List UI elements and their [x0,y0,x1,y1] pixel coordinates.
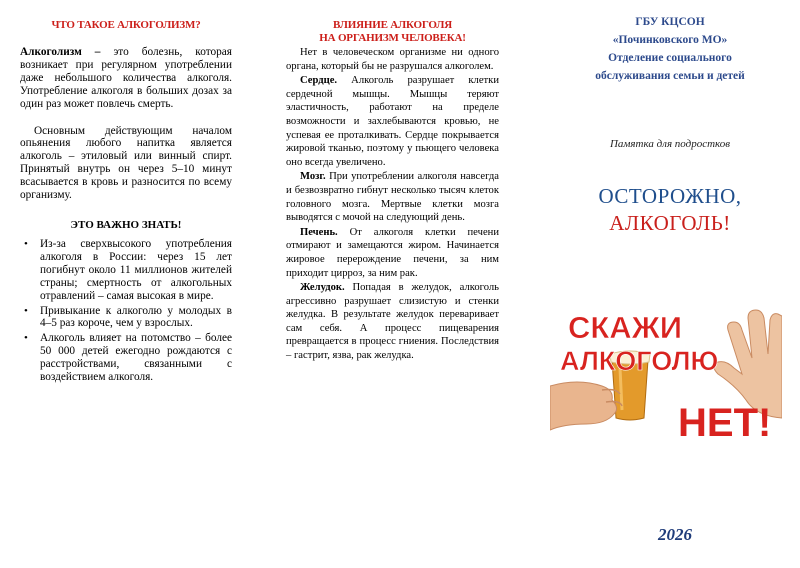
brain-paragraph [286,170,499,224]
definition-paragraph [20,46,232,111]
stomach-term: Желудок. [300,282,345,294]
facts-list [20,238,232,384]
heart-paragraph [286,74,499,169]
poster-line-no: НЕТ! [678,401,772,442]
heading-important: ЭТО ВАЖНО ЗНАТЬ! [70,218,182,231]
column-what-is-alcoholism [20,0,232,384]
org-department-line2: обслуживания семьи и детей [595,70,745,82]
ethanol-paragraph: Основным действующим началом опьянения любого напитка является алкоголь – этиловый или винный спирт. Принятый внутрь он через 5–10 минут всасывается в кровь и разносится по всему организму. [20,124,232,202]
liver-paragraph [286,226,499,280]
column-effects [286,0,499,363]
definition-term: Алкоголизм – [20,46,101,58]
memo-subtitle: Памятка для подростков [609,138,731,150]
heart-text: Алкоголь разрушает клетки сердечной мышцы. Мышцы теряют эластичность, работают на пределе возможности и захлебываются кровью, не успевая ее проталкивать. Сердце покрывается жировой тканью, поэтому у пьющего человека оно всегда увеличено. [286,75,499,168]
title-caution: ОСТОРОЖНО, [598,184,742,208]
org-name: ГБУ КЦСОН [635,16,705,28]
bullet-icon: • [24,237,28,250]
liver-text: От алкоголя клетки печени отмирают и замещаются жиром. Начинается жировое перерождение печени, за ним приходит цирроз, за ним рак. [286,226,499,279]
effects-intro: Нет в человеческом организме ни одного органа, который бы не разрушался алкоголем. [286,47,499,72]
year-label: 2026 [658,525,692,544]
poster-line-alcohol: АЛКОГОЛЮ [560,346,719,376]
stomach-paragraph [286,281,499,363]
title-alcohol: АЛКОГОЛЬ! [609,211,731,235]
brain-text: При употреблении алкоголя навсегда и безвозвратно гибнут несколько тысяч клеток головного мозга. Мертвые клетки мозга выводятся с мочой на следующий день. [286,171,499,224]
brain-term: Мозг. [300,171,326,183]
org-department-line1: Отделение социального [608,52,732,64]
org-district: «Починковского МО» [612,34,728,46]
liver-term: Печень. [300,226,338,238]
heart-term: Сердце. [300,75,338,87]
fact-item: • Привыкание к алкоголю у молодых в 4–5 раз короче, чем у взрослых. [24,304,232,330]
fact-item: • Из-за сверхвысокого употребления алкоголя в России: через 15 лет погибнут около 11 миллионов жителей страны; смертность от алкогольных отравлений – самая высокая в мире. [24,237,232,302]
heading-what-is-alcoholism: ЧТО ТАКОЕ АЛКОГОЛИЗМ? [51,19,201,31]
heading-effects-line2: НА ОРГАНИЗМ ЧЕЛОВЕКА! [319,32,466,44]
say-no-poster-image [550,290,782,442]
column-cover [550,0,790,568]
heading-effects-line1: ВЛИЯНИЕ АЛКОГОЛЯ [333,19,452,31]
bullet-icon: • [24,304,28,317]
fact-item: • Алкоголь влияет на потомство – более 50 000 детей ежегодно рождаются с расстройствами, связанными с воздействием алкоголя. [24,332,232,384]
bullet-icon: • [24,332,28,345]
poster-line-say: СКАЖИ [568,310,682,345]
organization-block [550,13,790,85]
definition-text: это болезнь, которая возникает при регулярном употреблении даже небольшого количества алкоголя. Употребление алкоголя в больших дозах за один раз может повлечь смерть. [20,46,232,110]
stomach-text: Попадая в желудок, алкоголь агрессивно разрушает слизистую и стенки желудка. В результате желудок переваривает сам себя. А процесс пищеварения превращается в процесс гниения. Последствия – гастрит, язва, рак желудка. [286,282,499,362]
